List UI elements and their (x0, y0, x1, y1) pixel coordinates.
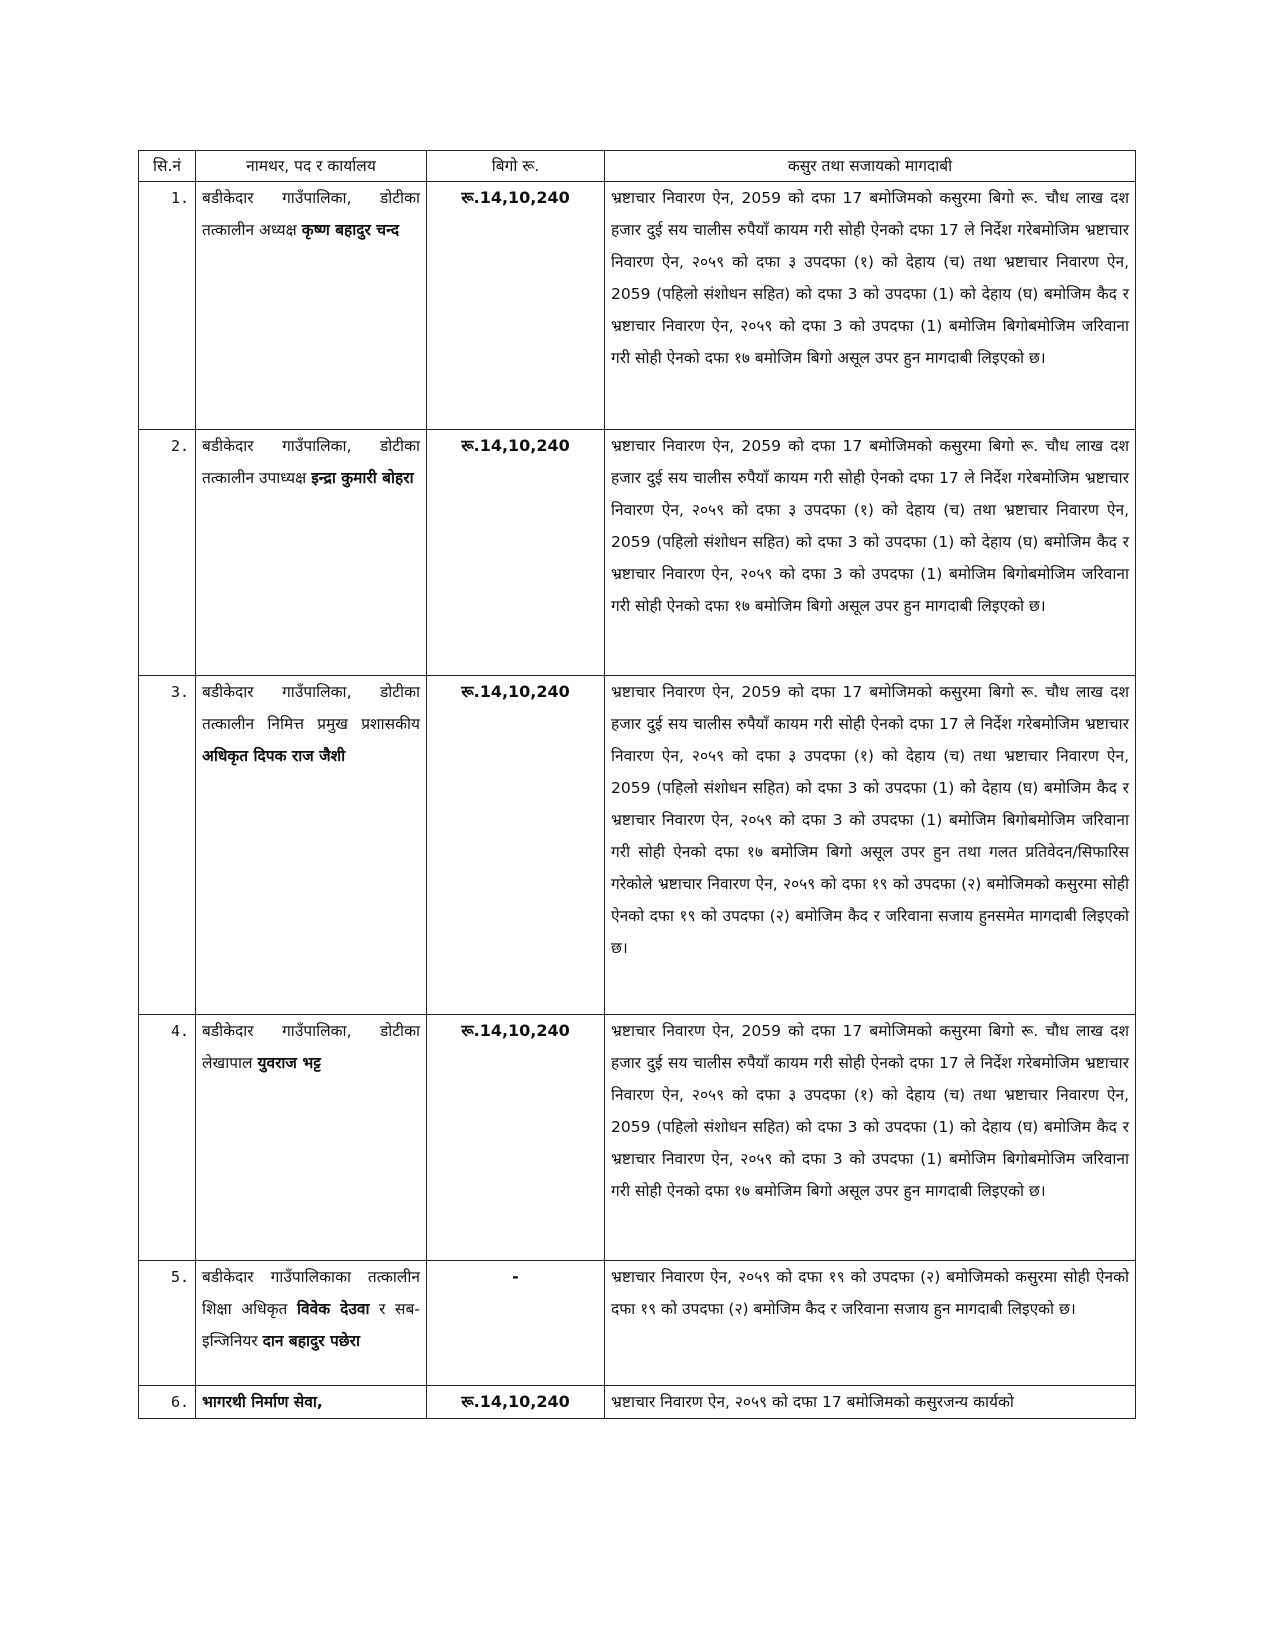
serial-cell: 1. (139, 182, 196, 430)
table-row (139, 676, 1136, 1015)
firm-name: भागरथी निर्माण सेवा, (202, 1393, 323, 1411)
amount-cell: रू.14,10,240 (427, 430, 605, 676)
person-name: अधिकृत दिपक राज जैशी (202, 747, 346, 765)
serial-cell: 6. (139, 1386, 196, 1419)
amount-cell: - (427, 1261, 605, 1386)
table-row (139, 1386, 1136, 1419)
table-row (139, 1015, 1136, 1261)
name-text: बडीकेदार गाउँपालिका, डोटीका लेखापाल (202, 1022, 420, 1072)
table-row (139, 1261, 1136, 1386)
charge-cell: भ्रष्टाचार निवारण ऐन, 2059 को दफा 17 बमोजिमको कसुरमा बिगो रू. चौध लाख दश हजार दुई सय चालीस रुपैयाँ कायम गरी सोही ऐनको दफा 17 ले निर्देश गरेबमोजिम भ्रष्टाचार निवारण ऐन, २०५९ को दफा ३ उपदफा (१) को देहाय (च) तथा भ्रष्टाचार निवारण ऐन, 2059 (पहिलो संशोधन सहित) को दफा 3 को उपदफा (1) को देहाय (घ) बमोजिम कैद र भ्रष्टाचार निवारण ऐन, २०५९ को दफा 3 को उपदफा (1) बमोजिम बिगोबमोजिम जरिवाना गरी सोही ऐनको दफा १७ बमोजिम बिगो असूल उपर हुन मागदाबी लिइएको छ। (605, 1015, 1136, 1261)
serial-cell: 3. (139, 676, 196, 1015)
person-name: युवराज भट्ट (257, 1054, 321, 1072)
case-table (138, 150, 1136, 1419)
header-charge: कसुर तथा सजायको मागदाबी (605, 151, 1136, 182)
serial-cell: 5. (139, 1261, 196, 1386)
header-amount: बिगो रू. (427, 151, 605, 182)
amount-cell: रू.14,10,240 (427, 1015, 605, 1261)
person-name: कृष्ण बहादुर चन्द (301, 221, 400, 239)
amount-cell: रू.14,10,240 (427, 182, 605, 430)
charge-cell: भ्रष्टाचार निवारण ऐन, २०५९ को दफा १९ को उपदफा (२) बमोजिमको कसुरमा सोही ऐनको दफा १९ को उपदफा (२) बमोजिम कैद र जरिवाना सजाय हुन मागदाबी लिइएको छ। (605, 1261, 1136, 1386)
charge-cell: भ्रष्टाचार निवारण ऐन, 2059 को दफा 17 बमोजिमको कसुरमा बिगो रू. चौध लाख दश हजार दुई सय चालीस रुपैयाँ कायम गरी सोही ऐनको दफा 17 ले निर्देश गरेबमोजिम भ्रष्टाचार निवारण ऐन, २०५९ को दफा ३ उपदफा (१) को देहाय (च) तथा भ्रष्टाचार निवारण ऐन, 2059 (पहिलो संशोधन सहित) को दफा 3 को उपदफा (1) को देहाय (घ) बमोजिम कैद र भ्रष्टाचार निवारण ऐन, २०५९ को दफा 3 को उपदफा (1) बमोजिम बिगोबमोजिम जरिवाना गरी सोही ऐनको दफा १७ बमोजिम बिगो असूल उपर हुन मागदाबी लिइएको छ। (605, 430, 1136, 676)
name-cell (196, 1015, 427, 1261)
name-text: बडीकेदार गाउँपालिकाका तत्कालीन शिक्षा अधिकृत (202, 1268, 420, 1318)
name-cell (196, 430, 427, 676)
charge-cell: भ्रष्टाचार निवारण ऐन, २०५९ को दफा 17 बमोजिमको कसुरजन्य कार्यको (605, 1386, 1136, 1419)
person-name: दान बहादुर पछेरा (262, 1332, 360, 1350)
name-text: बडीकेदार गाउँपालिका, डोटीका तत्कालीन अध्यक्ष (202, 189, 420, 239)
person-name: इन्द्रा कुमारी बोहरा (311, 469, 414, 487)
name-text: र सब-इन्जिनियर (202, 1300, 420, 1350)
name-cell (196, 1386, 427, 1419)
serial-cell: 2. (139, 430, 196, 676)
table-header-row (139, 151, 1136, 182)
amount-cell: रू.14,10,240 (427, 676, 605, 1015)
amount-cell: रू.14,10,240 (427, 1386, 605, 1419)
header-name: नामथर, पद र कार्यालय (196, 151, 427, 182)
name-cell (196, 182, 427, 430)
serial-cell: 4. (139, 1015, 196, 1261)
name-text: बडीकेदार गाउँपालिका, डोटीका तत्कालीन निमित्त प्रमुख प्रशासकीय (202, 683, 420, 733)
table-row (139, 182, 1136, 430)
table-row (139, 430, 1136, 676)
name-text: बडीकेदार गाउँपालिका, डोटीका तत्कालीन उपाध्यक्ष (202, 437, 420, 487)
name-cell (196, 1261, 427, 1386)
header-serial: सि.नं (139, 151, 196, 182)
person-name: विवेक देउवा (296, 1300, 370, 1318)
charge-cell: भ्रष्टाचार निवारण ऐन, 2059 को दफा 17 बमोजिमको कसुरमा बिगो रू. चौध लाख दश हजार दुई सय चालीस रुपैयाँ कायम गरी सोही ऐनको दफा 17 ले निर्देश गरेबमोजिम भ्रष्टाचार निवारण ऐन, २०५९ को दफा ३ उपदफा (१) को देहाय (च) तथा भ्रष्टाचार निवारण ऐन, 2059 (पहिलो संशोधन सहित) को दफा 3 को उपदफा (1) को देहाय (घ) बमोजिम कैद र भ्रष्टाचार निवारण ऐन, २०५९ को दफा 3 को उपदफा (1) बमोजिम बिगोबमोजिम जरिवाना गरी सोही ऐनको दफा १७ बमोजिम बिगो असूल उपर हुन मागदाबी लिइएको छ। (605, 182, 1136, 430)
name-cell (196, 676, 427, 1015)
charge-cell: भ्रष्टाचार निवारण ऐन, 2059 को दफा 17 बमोजिमको कसुरमा बिगो रू. चौध लाख दश हजार दुई सय चालीस रुपैयाँ कायम गरी सोही ऐनको दफा 17 ले निर्देश गरेबमोजिम भ्रष्टाचार निवारण ऐन, २०५९ को दफा ३ उपदफा (१) को देहाय (च) तथा भ्रष्टाचार निवारण ऐन, 2059 (पहिलो संशोधन सहित) को दफा 3 को उपदफा (1) को देहाय (घ) बमोजिम कैद र भ्रष्टाचार निवारण ऐन, २०५९ को दफा 3 को उपदफा (1) बमोजिम बिगोबमोजिम जरिवाना गरी सोही ऐनको दफा १७ बमोजिम बिगो असूल उपर हुन तथा गलत प्रतिवेदन/सिफारिस गरेकोले भ्रष्टाचार निवारण ऐन, २०५९ को दफा १९ को उपदफा (२) बमोजिमको कसुरमा सोही ऐनको दफा १९ को उपदफा (२) बमोजिम कैद र जरिवाना सजाय हुनसमेत मागदाबी लिइएको छ। (605, 676, 1136, 1015)
